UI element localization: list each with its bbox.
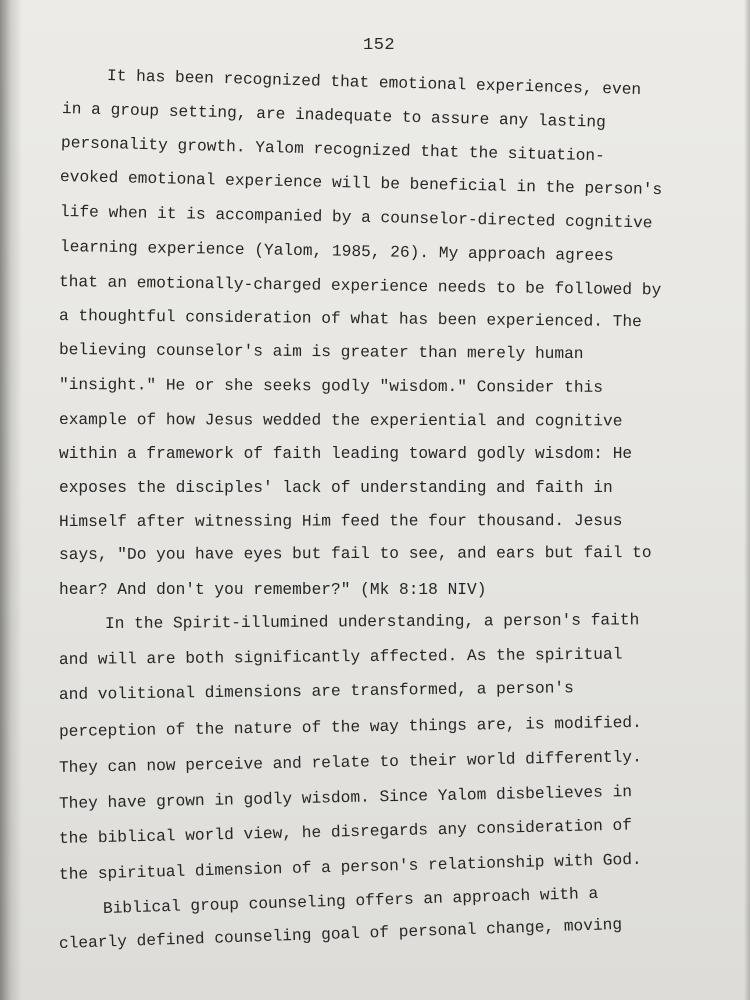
text-line: learning experience (Yalom, 1985, 26). My approach agrees — [59, 238, 614, 266]
text-line: example of how Jesus wedded the experiential and cognitive — [58, 411, 623, 431]
text-line: In the Spirit-illumined understanding, a person's faith — [104, 611, 640, 633]
text-line: clearly defined counseling goal of personal change, moving — [58, 915, 623, 953]
text-line: They can now perceive and relate to their world differently. — [58, 748, 642, 777]
text-line: the biblical world view, he disregards any consideration of — [58, 816, 633, 848]
text-line: personality growth. Yalom recognized that the situation- — [60, 134, 606, 166]
text-line: the spiritual dimension of a person's relationship with God. — [58, 850, 642, 884]
text-line: They have grown in godly wisdom. Since Yalom disbelieves in — [58, 782, 633, 813]
text-line: life when it is accompanied by a counselor-directed cognitive — [59, 203, 653, 233]
text-line: and will are both significantly affected. As the spiritual — [58, 645, 623, 669]
text-line: believing counselor's aim is greater than merely human — [58, 341, 584, 364]
text-line: hear? And don't you remember?" (Mk 8:18 NIV) — [59, 581, 487, 599]
text-line: a thoughtful consideration of what has been experienced. The — [58, 307, 642, 332]
text-line: Biblical group counseling offers an approach with a — [102, 884, 599, 918]
text-line: exposes the disciples' lack of understanding and faith in — [59, 479, 613, 497]
text-line: in a group setting, are inadequate to assure any lasting — [61, 100, 607, 132]
text-line: says, "Do you have eyes but fail to see, and ears but fail to — [58, 543, 652, 564]
text-line: Himself after witnessing Him feed the four thousand. Jesus — [58, 512, 623, 531]
text-line: "insight." He or she seeks godly "wisdom." Consider this — [58, 376, 604, 397]
text-line: It has been recognized that emotional experiences, even — [106, 67, 642, 99]
text-line: perception of the nature of the way things are, is modified. — [58, 713, 642, 741]
text-line: that an emotionally-charged experience needs to be followed by — [58, 273, 662, 300]
text-line: within a framework of faith leading toward godly wisdom: He — [59, 445, 633, 463]
page-number: 152 — [363, 36, 396, 55]
text-line: and volitional dimensions are transformed, a person's — [58, 679, 574, 704]
text-line: evoked emotional experience will be beneficial in the person's — [59, 168, 663, 200]
